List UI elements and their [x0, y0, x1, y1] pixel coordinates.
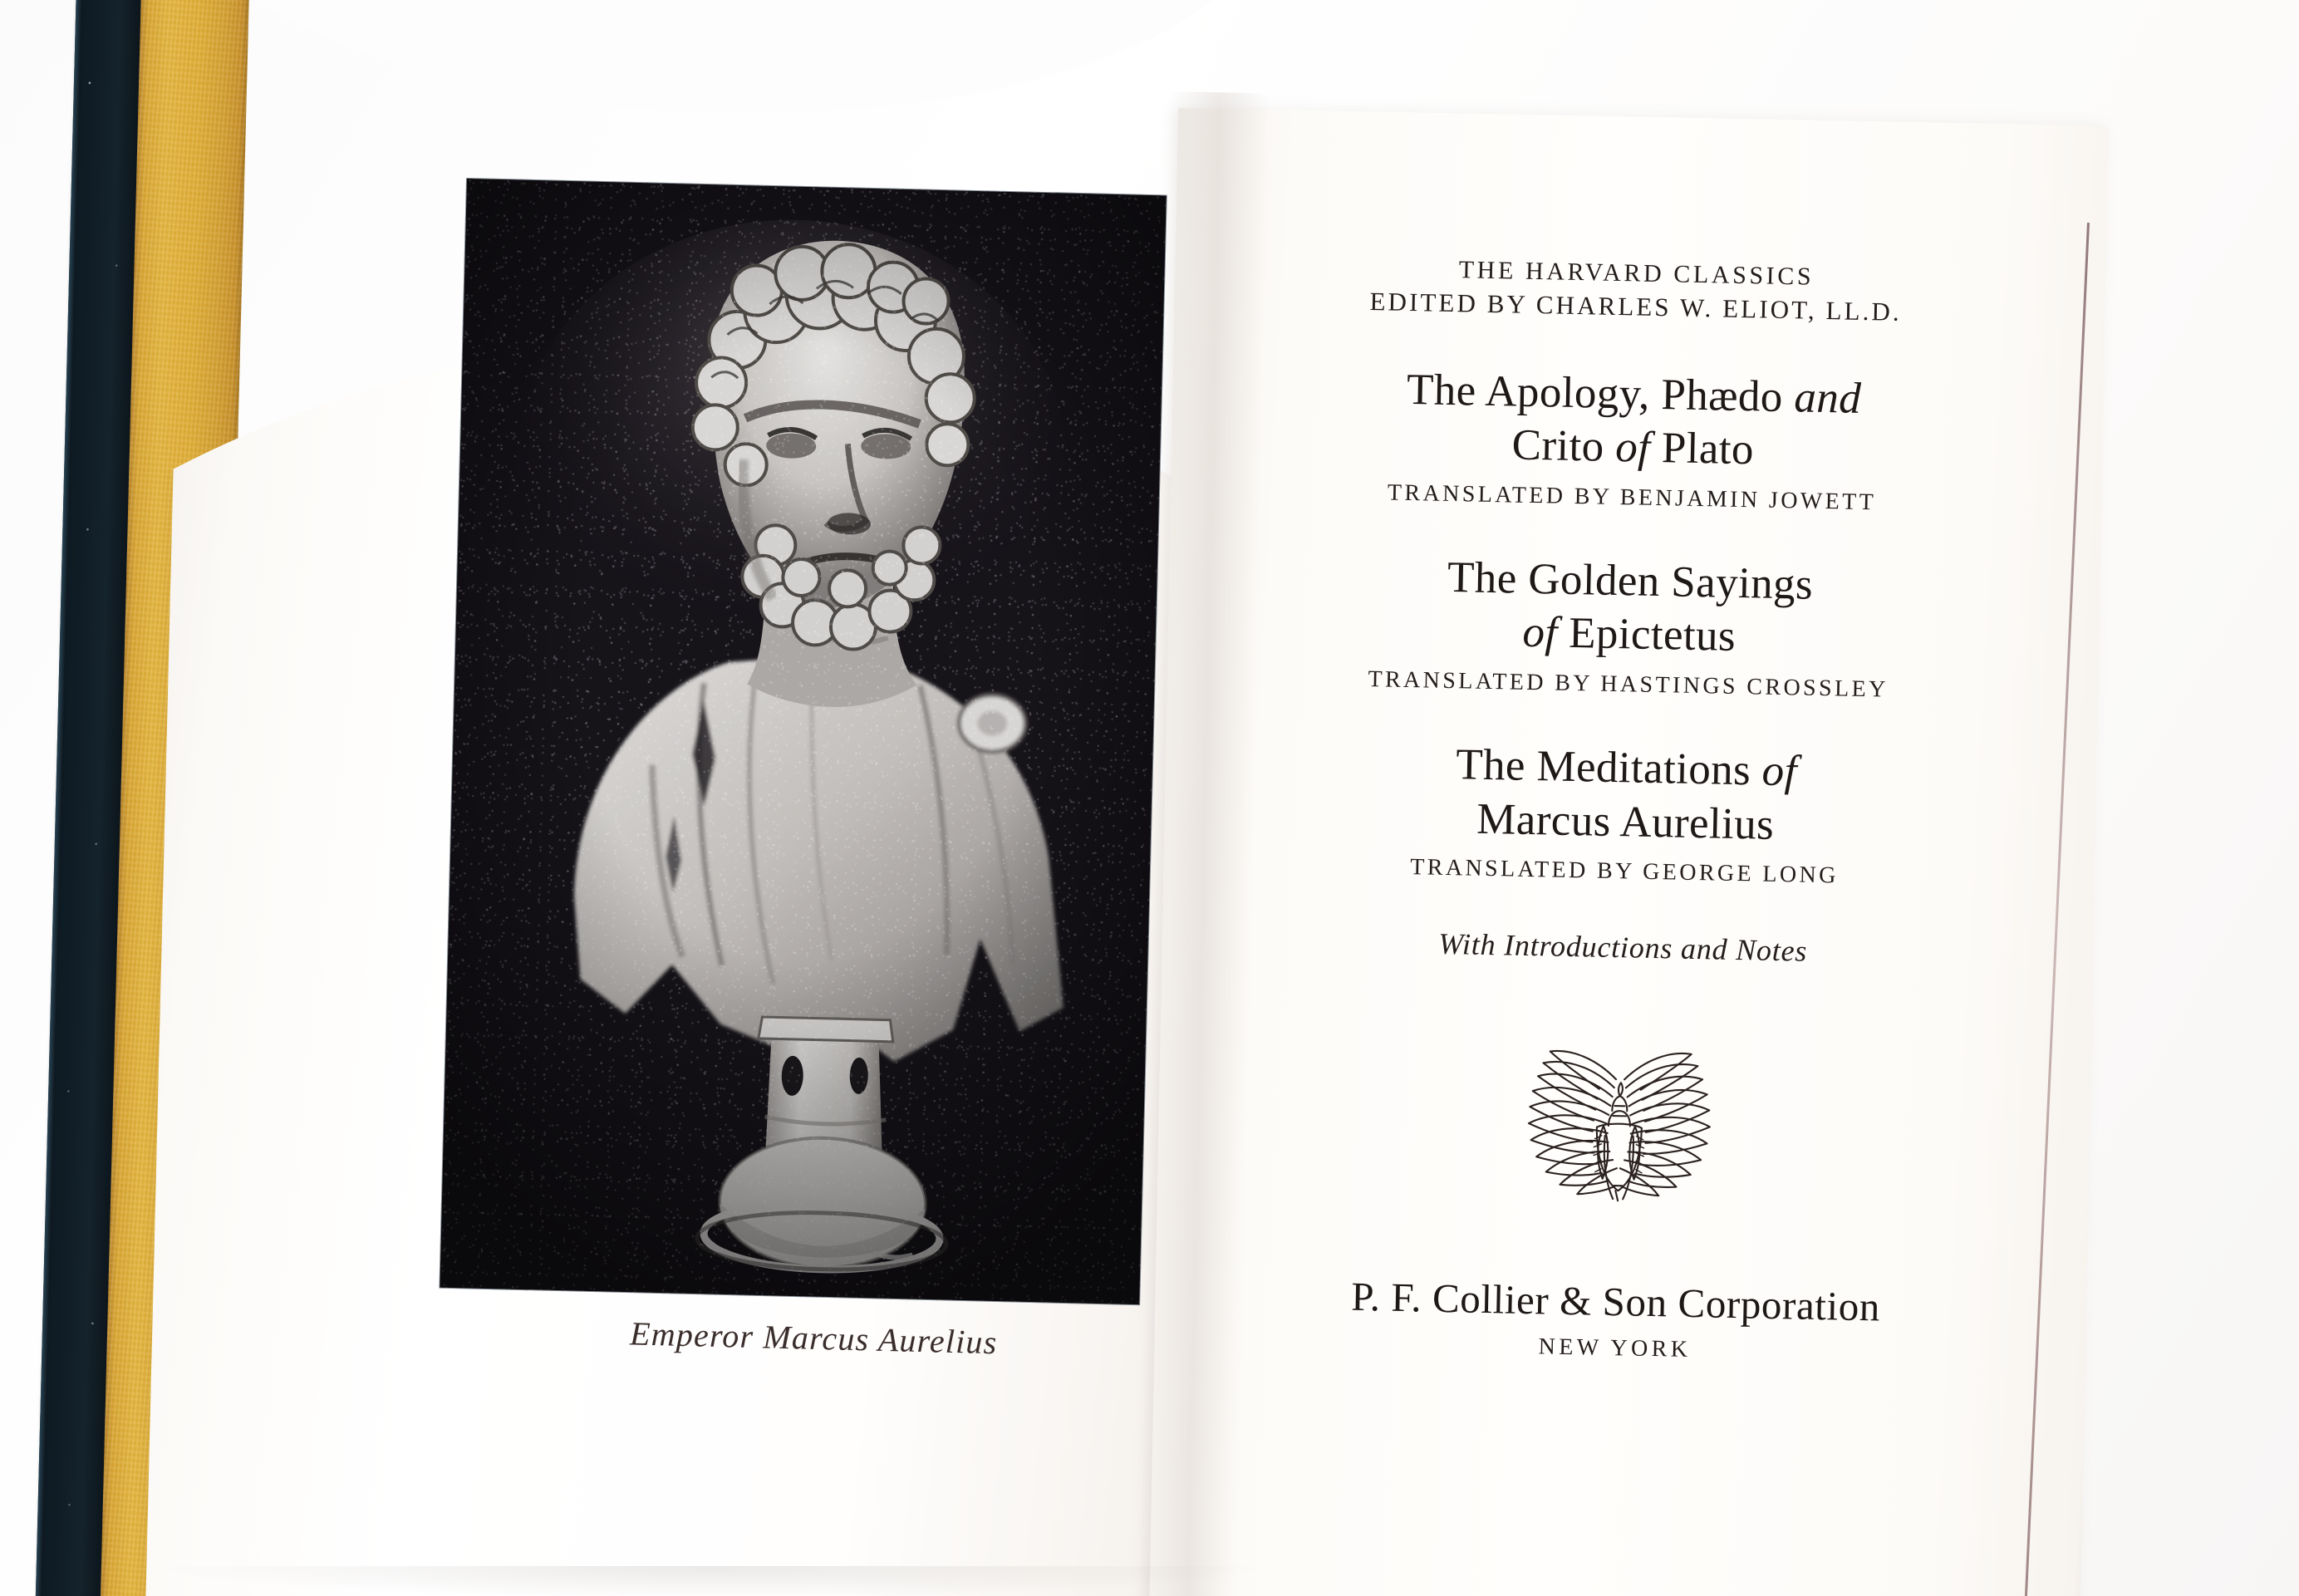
- series-title: THE HARVARD CLASSICS: [1458, 256, 1815, 291]
- work-title-line1: The Golden Sayings: [1447, 552, 1814, 609]
- work-translator: TRANSLATED BY BENJAMIN JOWETT: [1387, 479, 1877, 516]
- verso-page-top-curve: [168, 0, 1271, 126]
- winged-torch-device-icon: [1514, 1026, 1725, 1209]
- work-title-line2: Crito of Plato: [1511, 420, 1755, 474]
- frontispiece-plate: [440, 179, 1166, 1304]
- publisher-city: NEW YORK: [1538, 1333, 1692, 1363]
- with-introductions-note: With Introductions and Notes: [1437, 927, 1808, 969]
- publisher-name: P. F. Collier & Son Corporation: [1350, 1274, 1881, 1331]
- work-title-line1: The Meditations of: [1455, 740, 1798, 796]
- work-entry: [1241, 359, 2025, 518]
- photo-vignette: [440, 179, 1166, 1304]
- publisher-device-wrap: [1227, 1020, 2012, 1215]
- work-entry: [1234, 734, 2017, 893]
- work-title-line2: Marcus Aurelius: [1476, 794, 1775, 849]
- bust-photograph: [440, 179, 1166, 1304]
- work-title: [1238, 547, 2021, 670]
- work-translator: TRANSLATED BY HASTINGS CROSSLEY: [1368, 666, 1889, 703]
- photo-caption: Emperor Marcus Aurelius: [629, 1314, 999, 1362]
- work-title-line1: The Apology, Phædo and: [1406, 365, 1862, 423]
- series-editor: EDITED BY CHARLES W. ELIOT, LL.D.: [1369, 286, 1903, 327]
- work-title: [1235, 734, 2017, 857]
- work-entry: [1237, 547, 2021, 706]
- work-title: [1242, 359, 2025, 482]
- title-page-text-block: [1224, 249, 2027, 1370]
- work-title-line2: of Epictetus: [1521, 608, 1737, 661]
- work-translator: TRANSLATED BY GEORGE LONG: [1409, 854, 1840, 889]
